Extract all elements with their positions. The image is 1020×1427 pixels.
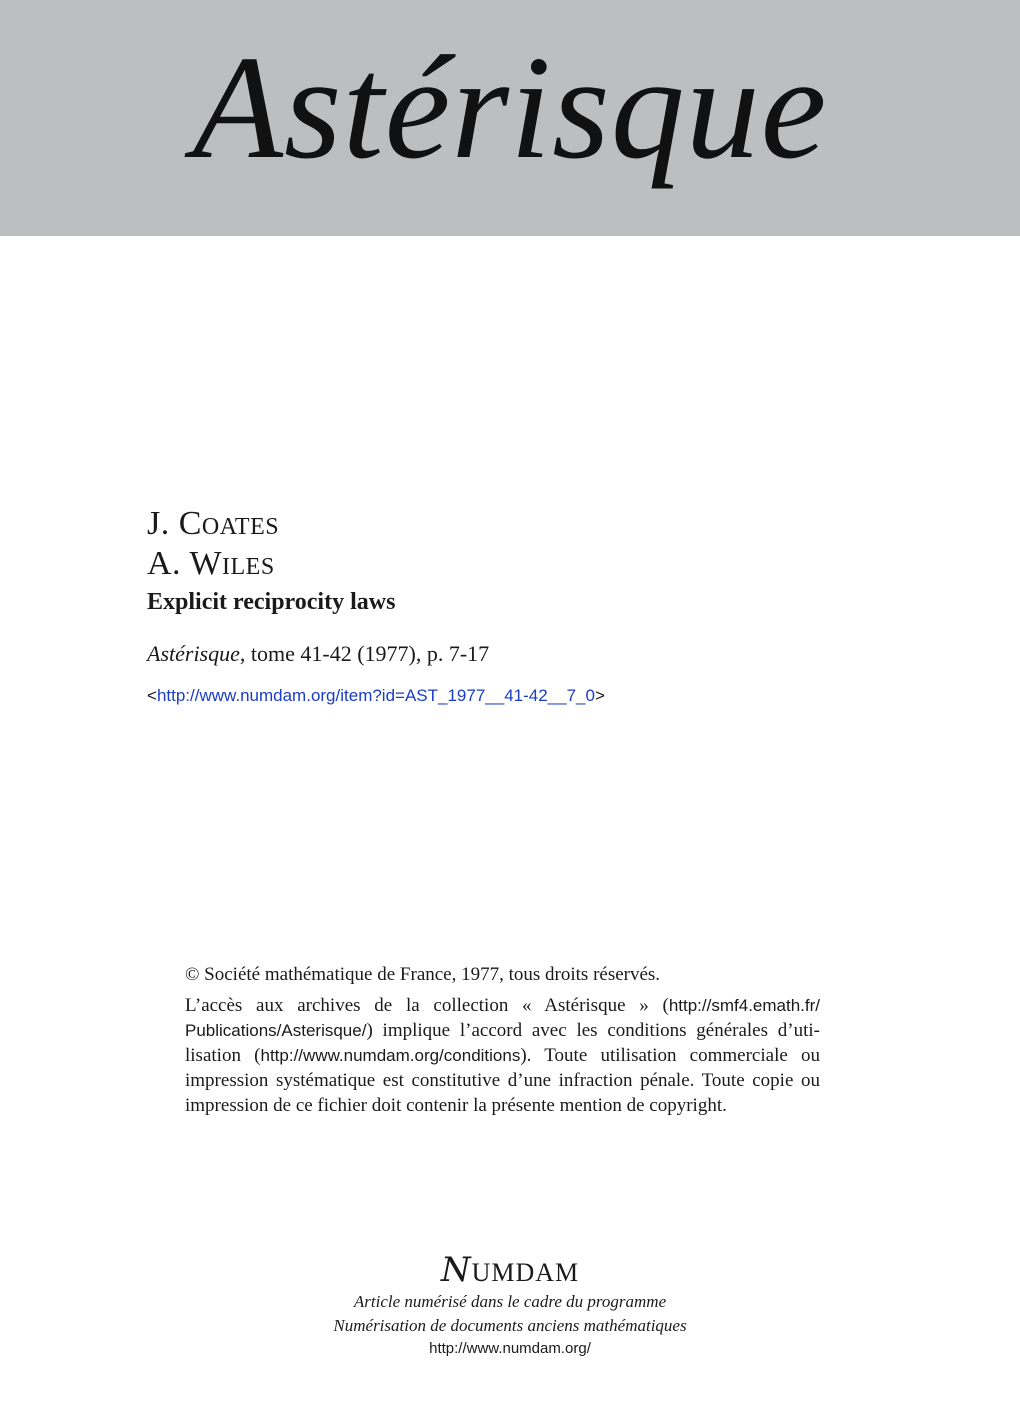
header-banner — [0, 0, 1020, 236]
smf-link[interactable]: http://smf4.emath.fr/ Publications/Asterisque/ — [185, 996, 820, 1040]
copyright-body — [185, 993, 820, 1118]
copyright-text: L’accès aux archives de la collection « Astérisque » ( — [185, 995, 669, 1016]
link-bracket-open: < — [147, 686, 157, 705]
numdam-logo-rest: UMDAM — [471, 1258, 580, 1287]
numdam-logo — [0, 1250, 1020, 1290]
article-title: Explicit reciprocity laws — [147, 589, 396, 615]
numdam-logo-initial: N — [440, 1250, 472, 1290]
copyright-notice: © Société mathématique de France, 1977, tous droits réservés. — [185, 964, 661, 985]
article-link[interactable]: http://www.numdam.org/item?id=AST_1977__41-42__7_0 — [156, 686, 595, 705]
author-name: J. Coates — [147, 505, 280, 542]
citation-details: , tome 41-42 (1977), p. 7-17 — [239, 641, 490, 666]
link-bracket-close: > — [594, 686, 605, 705]
footer-line: Article numérisé dans le cadre du programme — [353, 1292, 667, 1311]
article-link-line — [147, 686, 605, 706]
citation-journal: Astérisque — [147, 641, 240, 666]
author-list — [147, 504, 279, 584]
footer — [0, 1250, 1020, 1360]
journal-logo: Astérisque — [192, 26, 828, 190]
footer-line: Numérisation de documents anciens mathématiques — [333, 1316, 687, 1335]
numdam-link[interactable]: http://www.numdam.org/ — [429, 1340, 591, 1357]
copyright-text: ). Toute utilisation commerciale ou impression systématique est constitutive d’une infraction pénale. Toute copie ou impression de ce fichier doit contenir la présente mention de copyright. — [185, 1045, 820, 1116]
author-name: A. Wiles — [147, 545, 275, 582]
conditions-link[interactable]: http://www.numdam.org/conditions — [260, 1046, 521, 1065]
copyright-text: ) implique l’accord avec les conditions générales d’uti- lisation ( — [185, 1020, 820, 1066]
article-citation — [147, 641, 489, 667]
copyright-block — [185, 962, 820, 1118]
